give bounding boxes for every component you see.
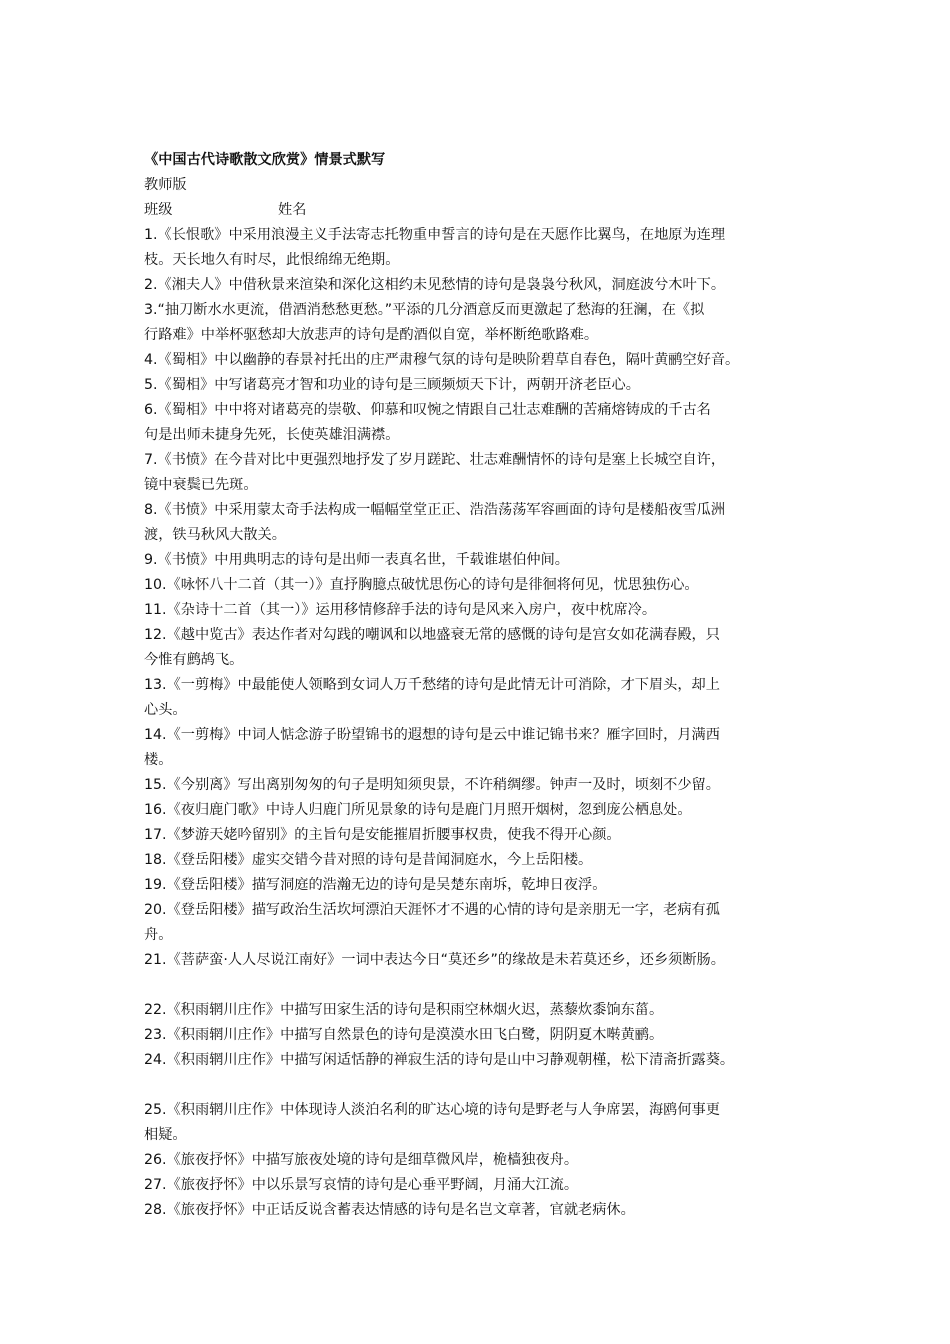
question-list [144,223,824,1223]
question-item [144,348,824,373]
question-line: 今惟有鹧鸪飞。 [144,652,244,668]
question-line: 枝。天长地久有时尽，此恨绵绵无绝期。 [144,252,400,268]
blank-line [144,973,824,998]
question-line: 8.《书愤》中采用蒙太奇手法构成一幅幅堂堂正正、浩浩荡荡军容画面的诗句是楼船夜雪瓜洲 [144,502,726,518]
question-line: 16.《夜归鹿门歌》中诗人归鹿门所见景象的诗句是鹿门月照开烟树，忽到庞公栖息处。 [144,802,692,818]
question-item [144,298,824,348]
question-line: 行路难》中举杯驱愁却大放悲声的诗句是酌酒似自宽，举杯断绝歌路难。 [144,327,599,343]
question-line: 5.《蜀相》中写诸葛亮才智和功业的诗句是三顾频烦天下计，两朝开济老臣心。 [144,377,640,393]
edition-label: 教师版 [144,177,187,193]
question-line: 相疑。 [144,1127,187,1143]
question-line: 13.《一剪梅》中最能使人领略到女词人万千愁绪的诗句是此情无计可消除，才下眉头，却上 [144,677,720,693]
question-line: 1.《长恨歌》中采用浪漫主义手法寄志托物重申誓言的诗句是在天愿作比翼鸟，在地原为连理 [144,227,726,243]
question-line: 3.“抽刀断水水更流，借酒消愁愁更愁。”平添的几分酒意反而更激起了愁海的狂澜，在《拟 [144,302,705,318]
question-item [144,798,824,823]
question-line: 渡，铁马秋风大散关。 [144,527,286,543]
question-line: 26.《旅夜抒怀》中描写旅夜处境的诗句是细草微风岸，桅樯独夜舟。 [144,1152,579,1168]
question-item [144,1148,824,1173]
question-item [144,873,824,898]
name-label: 姓名 [278,202,307,218]
question-line: 22.《积雨辋川庄作》中描写田家生活的诗句是积雨空林烟火迟，蒸藜炊黍饷东菑。 [144,1002,664,1018]
question-line: 20.《登岳阳楼》描写政治生活坎坷漂泊天涯怀才不遇的心情的诗句是亲朋无一字，老病有孤 [144,902,720,918]
question-item [144,948,824,973]
student-info-row [144,198,824,223]
question-item [144,723,824,773]
question-item [144,623,824,673]
question-item [144,373,824,398]
question-line: 21.《菩萨蛮·人人尽说江南好》一词中表达今日“莫还乡”的缘故是未若莫还乡，还乡须断肠。 [144,952,725,968]
question-item [144,1048,824,1073]
question-item [144,1023,824,1048]
question-item [144,848,824,873]
question-item [144,1198,824,1223]
question-line: 14.《一剪梅》中词人惦念游子盼望锦书的遐想的诗句是云中谁记锦书来？雁字回时，月满西 [144,727,720,743]
question-line: 25.《积雨辋川庄作》中体现诗人淡泊名利的旷达心境的诗句是野老与人争席罢，海鸥何事更 [144,1102,720,1118]
question-line: 28.《旅夜抒怀》中正话反说含蓄表达情感的诗句是名岂文章著，官就老病休。 [144,1202,635,1218]
blank-line [144,1073,824,1098]
question-item [144,448,824,498]
question-line: 6.《蜀相》中中将对诸葛亮的崇敬、仰慕和叹惋之情跟自己壮志难酬的苦痛熔铸成的千古名 [144,402,711,418]
question-line: 2.《湘夫人》中借秋景来渲染和深化这相约未见愁情的诗句是袅袅兮秋风，洞庭波兮木叶下。 [144,277,726,293]
document-page [144,148,824,1223]
question-line: 4.《蜀相》中以幽静的春景衬托出的庄严肃穆气氛的诗句是映阶碧草自春色，隔叶黄鹂空好音。 [144,352,740,368]
question-item [144,998,824,1023]
document-title: 《中国古代诗歌散文欣赏》情景式默写 [144,152,386,168]
question-line: 楼。 [144,752,173,768]
question-line: 18.《登岳阳楼》虚实交错今昔对照的诗句是昔闻洞庭水，今上岳阳楼。 [144,852,593,868]
question-item [144,598,824,623]
question-item [144,673,824,723]
question-line: 舟。 [144,927,173,943]
question-line: 17.《梦游天姥吟留别》的主旨句是安能摧眉折腰事权贵，使我不得开心颜。 [144,827,621,843]
question-item [144,398,824,448]
question-item [144,573,824,598]
question-line: 心头。 [144,702,187,718]
question-line: 15.《今别离》写出离别匆匆的句子是明知须臾景，不许稍绸缪。钟声一及时，顷刻不少留。 [144,777,720,793]
question-line: 7.《书愤》在今昔对比中更强烈地抒发了岁月蹉跎、壮志难酬情怀的诗句是塞上长城空自许， [144,452,726,468]
question-line: 句是出师未捷身先死，长使英雄泪满襟。 [144,427,400,443]
question-line: 10.《咏怀八十二首（其一）》直抒胸臆点破忧思伤心的诗句是徘徊将何见，忧思独伤心。 [144,577,699,593]
question-line: 镜中衰鬓已先斑。 [144,477,258,493]
question-item [144,1098,824,1148]
question-item [144,498,824,548]
question-line: 9.《书愤》中用典明志的诗句是出师一表真名世，千载谁堪伯仲间。 [144,552,569,568]
question-item [144,823,824,848]
question-item [144,273,824,298]
class-label: 班级 [144,202,173,218]
question-line: 27.《旅夜抒怀》中以乐景写哀情的诗句是心垂平野阔，月涌大江流。 [144,1177,579,1193]
question-item [144,1173,824,1198]
question-line: 23.《积雨辋川庄作》中描写自然景色的诗句是漠漠水田飞白鹭，阴阴夏木啭黄鹂。 [144,1027,664,1043]
question-line: 19.《登岳阳楼》描写洞庭的浩瀚无边的诗句是吴楚东南坼，乾坤日夜浮。 [144,877,607,893]
question-item [144,548,824,573]
question-line: 24.《积雨辋川庄作》中描写闲适恬静的禅寂生活的诗句是山中习静观朝槿，松下清斋折露葵。 [144,1052,735,1068]
question-item [144,773,824,798]
question-line: 12.《越中览古》表达作者对勾践的嘲讽和以地盛衰无常的感慨的诗句是宫女如花满春殿，只 [144,627,720,643]
question-item [144,223,824,273]
question-line: 11.《杂诗十二首（其一）》运用移情修辞手法的诗句是风来入房户，夜中枕席冷。 [144,602,657,618]
question-item [144,898,824,948]
